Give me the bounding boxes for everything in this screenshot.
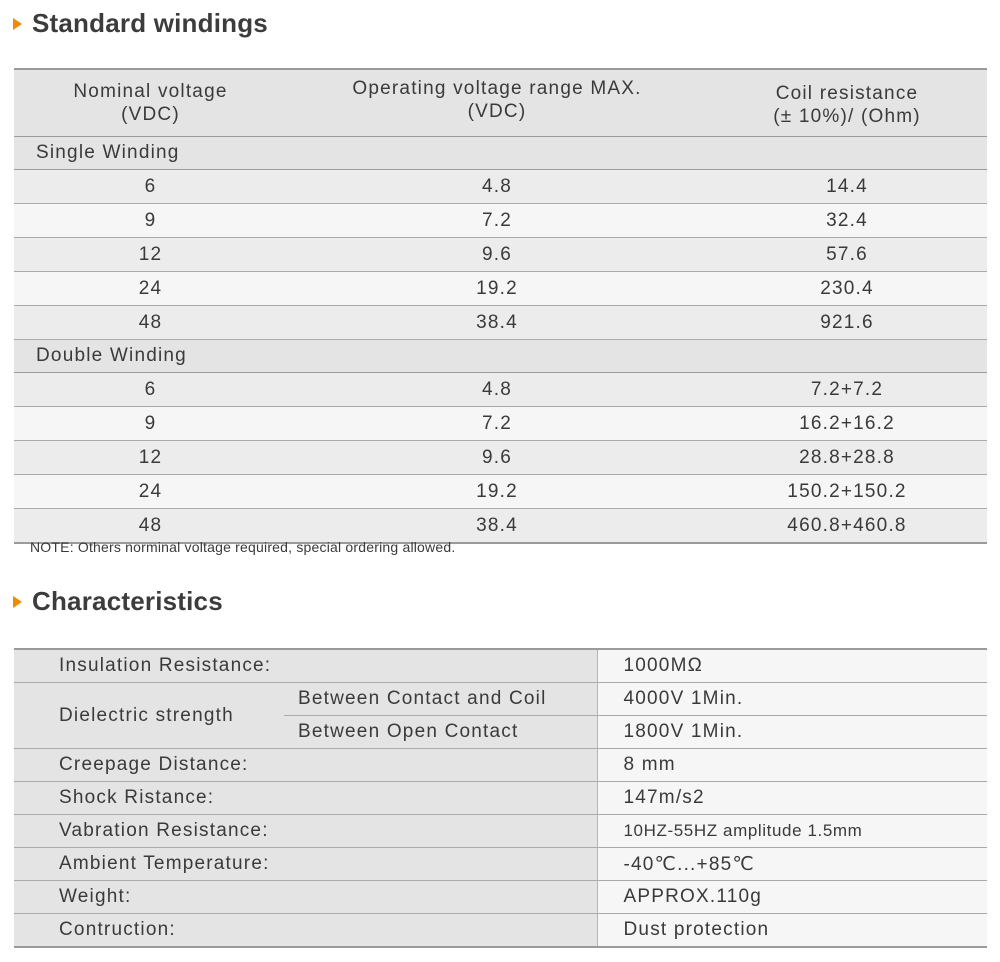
- cell-operating: 38.4: [287, 306, 707, 340]
- cell-operating: 19.2: [287, 272, 707, 306]
- char-label: Ambient Temperature:: [14, 848, 597, 881]
- cell-operating: 38.4: [287, 509, 707, 544]
- header-nominal-voltage-line2: (VDC): [121, 104, 180, 125]
- group-row-double: [14, 340, 987, 373]
- char-value: APPROX.110g: [597, 881, 987, 914]
- cell-nominal: 9: [14, 407, 287, 441]
- standard-windings-title: Standard windings: [32, 8, 268, 38]
- cell-nominal: 24: [14, 272, 287, 306]
- table-row: [14, 238, 987, 272]
- characteristics-title: Characteristics: [32, 586, 223, 616]
- header-coil-resistance-line1: Coil resistance: [775, 83, 919, 104]
- group-label: Double Winding: [14, 340, 987, 373]
- char-row-shock: [14, 782, 987, 815]
- cell-operating: 9.6: [287, 238, 707, 272]
- characteristics-table: [14, 648, 987, 948]
- cell-operating: 9.6: [287, 441, 707, 475]
- table-row: [14, 306, 987, 340]
- cell-operating: 4.8: [287, 373, 707, 407]
- char-sublabel: Between Contact and Coil: [284, 683, 597, 716]
- ordering-note: NOTE: Others norminal voltage required, special ordering allowed.: [30, 539, 456, 555]
- cell-resistance: 150.2+150.2: [707, 475, 987, 509]
- table-row: [14, 272, 987, 306]
- table-row: [14, 441, 987, 475]
- table-row: [14, 373, 987, 407]
- table-row: [14, 407, 987, 441]
- char-label: Shock Ristance:: [14, 782, 597, 815]
- table-row: [14, 475, 987, 509]
- group-row-single: [14, 137, 987, 170]
- cell-operating: 7.2: [287, 407, 707, 441]
- header-operating-voltage-line1: Operating voltage range MAX.: [352, 78, 642, 99]
- char-value: -40℃...+85℃: [597, 848, 987, 881]
- group-label: Single Winding: [14, 137, 987, 170]
- cell-nominal: 6: [14, 170, 287, 204]
- orange-arrow-icon: [13, 18, 22, 30]
- header-operating-voltage-line2: (VDC): [467, 101, 527, 122]
- cell-resistance: 32.4: [707, 204, 987, 238]
- char-label-dielectric: Dielectric strength: [14, 683, 284, 749]
- char-label: Vabration Resistance:: [14, 815, 597, 848]
- windings-header-row: [14, 69, 987, 137]
- cell-resistance: 57.6: [707, 238, 987, 272]
- char-value: 1000MΩ: [597, 649, 987, 683]
- orange-arrow-icon: [13, 596, 22, 608]
- char-row-vibration: [14, 815, 987, 848]
- char-label: Creepage Distance:: [14, 749, 597, 782]
- cell-nominal: 12: [14, 441, 287, 475]
- char-row-weight: [14, 881, 987, 914]
- cell-nominal: 48: [14, 509, 287, 544]
- char-label: Insulation Resistance:: [14, 649, 597, 683]
- cell-nominal: 12: [14, 238, 287, 272]
- cell-operating: 7.2: [287, 204, 707, 238]
- table-row: [14, 170, 987, 204]
- header-coil-resistance-line2: (± 10%)/ (Ohm): [773, 106, 921, 127]
- cell-resistance: 16.2+16.2: [707, 407, 987, 441]
- table-row: [14, 204, 987, 238]
- table-row: [14, 509, 987, 544]
- char-row-dielectric-contact-coil: [14, 683, 987, 716]
- char-value: 10HZ-55HZ amplitude 1.5mm: [597, 815, 987, 848]
- char-value: 147m/s2: [597, 782, 987, 815]
- char-label: Weight:: [14, 881, 597, 914]
- cell-nominal: 9: [14, 204, 287, 238]
- cell-operating: 4.8: [287, 170, 707, 204]
- header-nominal-voltage: [14, 69, 287, 137]
- windings-table: [14, 68, 987, 544]
- cell-operating: 19.2: [287, 475, 707, 509]
- standard-windings-heading: [13, 8, 268, 39]
- char-row-insulation: [14, 649, 987, 683]
- char-row-creepage: [14, 749, 987, 782]
- cell-resistance: 460.8+460.8: [707, 509, 987, 544]
- char-row-ambient: [14, 848, 987, 881]
- char-row-construction: [14, 914, 987, 948]
- char-label: Contruction:: [14, 914, 597, 948]
- cell-resistance: 28.8+28.8: [707, 441, 987, 475]
- cell-resistance: 230.4: [707, 272, 987, 306]
- characteristics-heading: [13, 586, 223, 617]
- char-sublabel: Between Open Contact: [284, 716, 597, 749]
- header-coil-resistance: [707, 69, 987, 137]
- char-value: 4000V 1Min.: [597, 683, 987, 716]
- char-value: 8 mm: [597, 749, 987, 782]
- cell-resistance: 7.2+7.2: [707, 373, 987, 407]
- cell-nominal: 24: [14, 475, 287, 509]
- cell-resistance: 14.4: [707, 170, 987, 204]
- cell-nominal: 48: [14, 306, 287, 340]
- char-value: Dust protection: [597, 914, 987, 948]
- header-nominal-voltage-line1: Nominal voltage: [73, 81, 228, 102]
- char-value: 1800V 1Min.: [597, 716, 987, 749]
- header-operating-voltage: [287, 69, 707, 137]
- cell-resistance: 921.6: [707, 306, 987, 340]
- cell-nominal: 6: [14, 373, 287, 407]
